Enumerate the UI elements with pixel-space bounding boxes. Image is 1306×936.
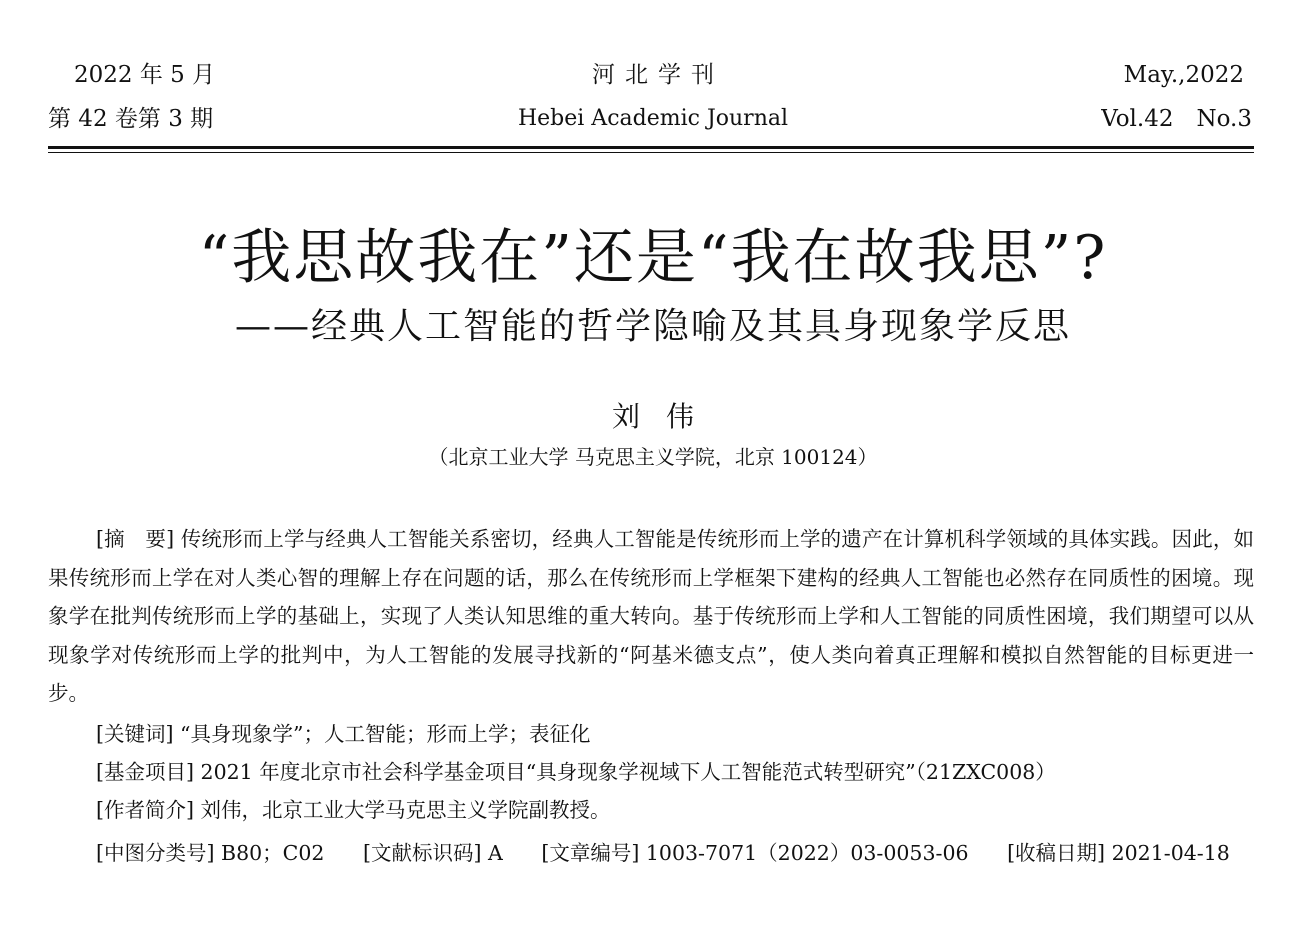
clc-group (96, 841, 331, 865)
journal-name-en: Hebei Academic Journal (517, 106, 789, 131)
journal-name-cn: 河北学刊 (592, 62, 724, 88)
doc-code-group (363, 841, 509, 865)
article-no-label: [文章编号] (541, 841, 640, 865)
doc-code-value: A (488, 841, 503, 865)
author-name: 刘伟 (611, 400, 720, 433)
volume-issue-en: Vol.42 No.3 (1101, 106, 1252, 132)
abstract (48, 520, 1254, 713)
fund-text: 2021 年度北京市社会科学基金项目“具身现象学视域下人工智能范式转型研究”（21ZXC008） (200, 760, 1056, 784)
keywords (48, 719, 1254, 749)
classification-line (48, 838, 1254, 868)
author-bio (48, 795, 1254, 825)
fund-label: [基金项目] (96, 760, 194, 784)
article-title: “我思故我在”还是“我在故我思”? (198, 223, 1108, 293)
received-value: 2021-04-18 (1111, 841, 1230, 865)
fund-project (48, 757, 1254, 787)
clc-label: [中图分类号] (96, 841, 215, 865)
article-no-group (541, 841, 975, 865)
keywords-text: “具身现象学”；人工智能；形而上学；表征化 (180, 722, 591, 746)
issue-date-en: May.,2022 (1123, 62, 1244, 88)
bio-label: [作者简介] (96, 798, 194, 822)
article-no-value: 1003-7071（2022）03-0053-06 (645, 841, 969, 865)
author-affiliation: （北京工业大学 马克思主义学院，北京 100124） (428, 445, 878, 469)
doc-code-label: [文献标识码] (362, 841, 482, 865)
volume-issue-cn: 第 42 卷第 3 期 (48, 106, 214, 132)
abstract-text: 传统形而上学与经典人工智能关系密切，经典人工智能是传统形而上学的遗产在计算机科学领域的具体实践。因此，如果传统形而上学在对人类心智的理解上存在问题的话，那么在传统形而上学框架下建构的经典人工智能也必然存在同质性的困境。现象学在批判传统形而上学的基础上，实现了人类认知思维的重大转向。基于传统形而上学和人工智能的同质性困境，我们期望可以从现象学对传统形而上学的批判中，为人工智能的发展寻找新的“阿基米德支点”，使人类向着真正理解和模拟自然智能的目标更进一步。 (48, 527, 1255, 705)
received-label: [收稿日期] (1007, 841, 1106, 865)
clc-value: B80；C02 (221, 841, 325, 865)
bio-text: 刘伟，北京工业大学马克思主义学院副教授。 (200, 798, 611, 822)
keywords-label: [关键词] (96, 722, 174, 746)
received-group (1007, 841, 1230, 865)
header-rule-thin (48, 152, 1254, 153)
article-subtitle: ——经典人工智能的哲学隐喻及其具身现象学反思 (234, 306, 1071, 347)
issue-date-cn: 2022 年 5 月 (74, 62, 216, 88)
abstract-label: [摘 要] (96, 527, 175, 551)
header-rule-thick (48, 146, 1254, 149)
